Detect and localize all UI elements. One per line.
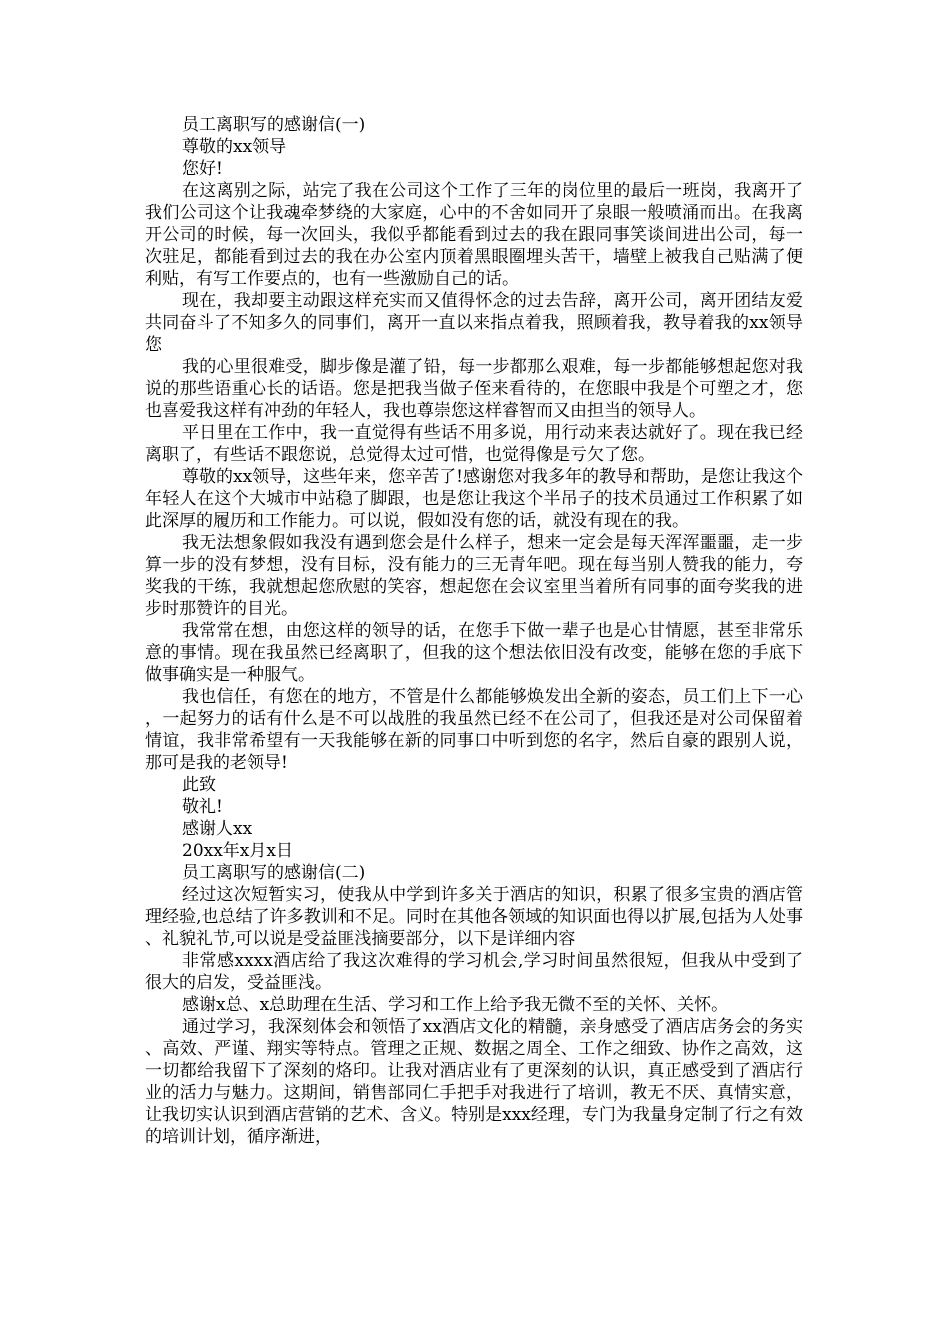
letter1-signer: 感谢人xx: [182, 819, 253, 839]
letter2-title: 员工离职写的感谢信(二): [182, 863, 366, 883]
letter1-paragraph: 在这离别之际，站完了我在公司这个工作了三年的岗位里的最后一班岗，我离开了我们公司这个让我魂牵梦绕的大家庭，心中的不舍如同开了泉眼一般喷涌而出。在我离开公司的时候，每一次回头，我似乎都能看到过去的我在跟同事笑谈间进出公司，每一次驻足，都能看到过去的我在办公室内顶着黑眼圈埋头苦干，墙壁上被我自己贴满了便利贴，有写工作要点的，也有一些激励自己的话。: [145, 181, 803, 289]
letter2-paragraph: 经过这次短暂实习，使我从中学到许多关于酒店的知识，积累了很多宝贵的酒店管理经验,也总结了许多教训和不足。同时在其他各领域的知识面也得以扩展,包括为人处事、礼貌礼节,可以说是受益匪浅摘要部分，以下是详细内容: [145, 885, 803, 949]
letter1-paragraph: 我常常在想，由您这样的领导的话，在您手下做一辈子也是心甘情愿，甚至非常乐意的事情。现在我虽然已经离职了，但我的这个想法依旧没有改变，能够在您的手底下做事确实是一种服气。: [145, 621, 803, 685]
letter1-paragraph: 现在，我却要主动跟这样充实而又值得怀念的过去告辞，离开公司，离开团结友爱共同奋斗了不知多久的同事们，离开一直以来指点着我，照顾着我，教导着我的xx领导您: [145, 291, 803, 355]
letter2-paragraph: 感谢x总、x总助理在生活、学习和工作上给予我无微不至的关怀、关怀。: [182, 995, 729, 1015]
letter1-paragraph: 平日里在工作中，我一直觉得有些话不用多说，用行动来表达就好了。现在我已经离职了，有些话不跟您说，总觉得太过可惜，也觉得像是亏欠了您。: [145, 423, 803, 465]
letter2-paragraph: 通过学习，我深刻体会和领悟了xx酒店文化的精髓，亲身感受了酒店店务会的务实、高效、严谨、翔实等特点。管理之正规、数据之周全、工作之细致、协作之高效，这一切都给我留下了深刻的烙印。让我对酒店业有了更深刻的认识，真正感受到了酒店行业的活力与魅力。这期间，销售部同仁手把手对我进行了培训，教无不厌、真情实意，让我切实认识到酒店营销的艺术、含义。特别是xxx经理，专门为我量身定制了行之有效的培训计划，循序渐进，: [145, 1017, 803, 1147]
document-page: [145, 114, 803, 1148]
letter1-paragraph: 我的心里很难受，脚步像是灌了铅，每一步都那么艰难，每一步都能够想起您对我说的那些语重心长的话语。您是把我当做子侄来看待的，在您眼中我是个可塑之才，您也喜爱我这样有冲劲的年轻人，我也尊崇您这样睿智而又由担当的领导人。: [145, 357, 803, 421]
letter1-title: 员工离职写的感谢信(一): [182, 115, 366, 135]
letter1-paragraph: 尊敬的xx领导，这些年来，您辛苦了!感谢您对我多年的教导和帮助，是您让我这个年轻人在这个大城市中站稳了脚跟，也是您让我这个半吊子的技术员通过工作积累了如此深厚的履历和工作能力。可以说，假如没有您的话，就没有现在的我。: [145, 467, 804, 531]
letter2-paragraph: 非常感xxxx酒店给了我这次难得的学习机会,学习时间虽然很短，但我从中受到了很大的启发，受益匪浅。: [145, 951, 803, 993]
letter1-date: 20xx年x月x日: [182, 841, 293, 861]
letter1-paragraph: 我无法想象假如我没有遇到您会是什么样子，想来一定会是每天浑浑噩噩，走一步算一步的没有梦想，没有目标，没有能力的三无青年吧。现在每当别人赞我的能力，夸奖我的干练，我就想起您欣慰的笑容，想起您在会议室里当着所有同事的面夸奖我的进步时那赞许的目光。: [145, 533, 803, 619]
letter1-salutation: 尊敬的xx领导: [182, 137, 287, 157]
letter1-greeting: 您好!: [182, 159, 223, 179]
letter1-paragraph: 我也信任，有您在的地方，不管是什么都能够焕发出全新的姿态，员工们上下一心，一起努力的话有什么是不可以战胜的我虽然已经不在公司了，但我还是对公司保留着情谊，我非常希望有一天我能够在新的同事口中听到您的名字，然后自豪的跟别人说，那可是我的老领导!: [145, 687, 803, 773]
letter1-closing: 此致: [182, 775, 216, 795]
letter1-regards: 敬礼!: [182, 797, 223, 817]
